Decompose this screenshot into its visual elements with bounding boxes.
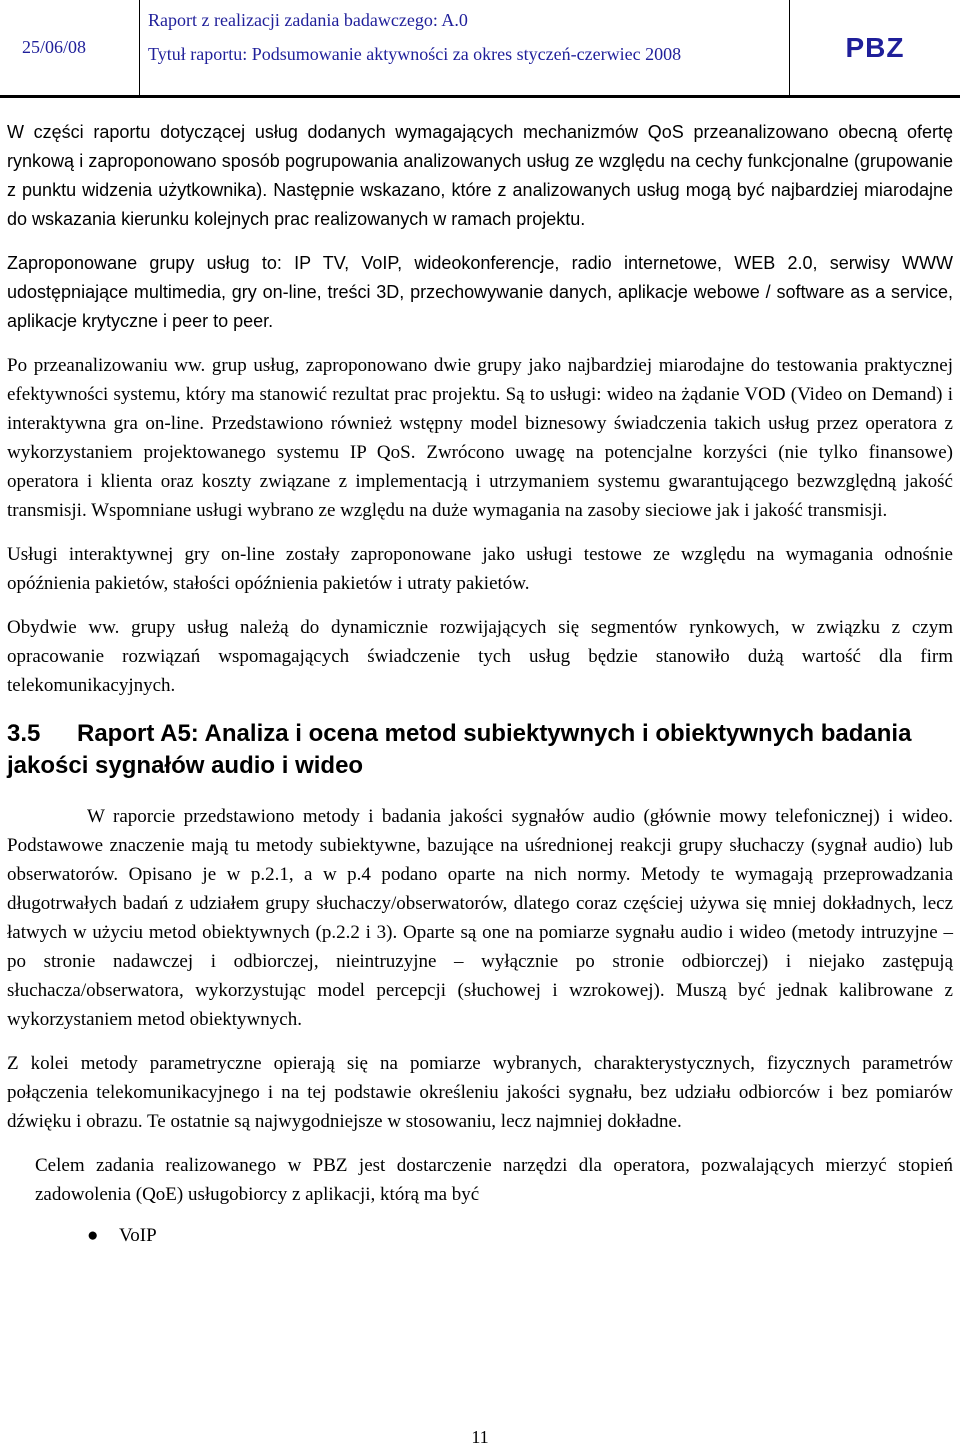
report-subtitle: Tytuł raportu: Podsumowanie aktywności za okres styczeń-czerwiec 2008 — [148, 44, 682, 64]
paragraph-online-games: Usługi interaktywnej gry on-line zostały zaproponowane jako usługi testowe ze względu na wymagania odnośnie opóźnienia pakietów, stałości opóźnienia pakietów i utraty pakietów. — [7, 544, 953, 594]
paragraph-service-groups: Zaproponowane grupy usług to: IP TV, VoIP, wideokonferencje, radio internetowe, WEB 2.0, serwisy WWW udostępniające multimedia, gry on-line, treści 3D, przechowywanie danych, aplikacje webowe / software as a service, aplikacje krytyczne i peer to peer. — [7, 253, 953, 331]
header-date: 25/06/08 — [0, 0, 140, 98]
list-item — [7, 1221, 953, 1250]
report-title: Raport z realizacji zadania badawczego: A.0 — [148, 10, 468, 30]
page-header — [0, 0, 960, 98]
pbz-logo: PBZ — [790, 0, 960, 98]
bullet-list — [7, 1221, 953, 1250]
paragraph-qos-analysis: W części raportu dotyczącej usług dodanych wymagających mechanizmów QoS przeanalizowano obecną ofertę rynkową i zaproponowano sposób pogrupowania analizowanych usług ze względu na cechy funkcjonalne (grupowanie z punktu widzenia użytkownika). Następnie wskazano, które z analizowanych usług mogą być najbardziej miarodajne do wskazania kierunku kolejnych prac realizowanych w ramach projektu. — [7, 122, 953, 229]
header-titles — [140, 0, 790, 98]
list-item-label: VoIP — [119, 1225, 157, 1246]
section-number: 3.5 — [7, 720, 41, 747]
paragraph-goal: Celem zadania realizowanego w PBZ jest dostarczenie narzędzi dla operatora, pozwalających mierzyć stopień zadowolenia (QoE) usługobiorcy z aplikacji, którą ma być — [35, 1155, 953, 1205]
section-heading — [7, 718, 953, 782]
paragraph-market-segments: Obydwie ww. grupy usług należą do dynamicznie rozwijających się segmentów rynkowych, w związku z czym opracowanie rozwiązań wspomagających świadczenie tych usług będzie stanowiło dużą wartość dla firm telekomunikacyjnych. — [7, 617, 953, 696]
paragraph-parametric: Z kolei metody parametryczne opierają się na pomiarze wybranych, charakterystycznych, fizycznych parametrów połączenia telekomunikacyjnego i na tej podstawie określeniu jakości sygnału, bez udziału odbiorców i bez pomiarów dźwięku i obrazu. Te ostatnie są najwygodniejsze w stosowaniu, lecz najmniej dokładne. — [7, 1053, 953, 1132]
document-body — [7, 118, 953, 1250]
paragraph-selected-services: Po przeanalizowaniu ww. grup usług, zaproponowano dwie grupy jako najbardziej miarodajne do testowania praktycznej efektywności systemu, który ma stanowić rezultat prac projektu. Są to usługi: wideo na żądanie VOD (Video on Demand) i interaktywna gra on-line. Przedstawiono również wstępny model biznesowy świadczenia takich usług przez operatora z wykorzystaniem projektowanego systemu IP QoS. Zwrócono uwagę na potencjalne korzyści (nie tylko finansowe) operatora i klienta oraz koszty związane z implementacją i utrzymaniem systemu gwarantującego bezwzględną jakość transmisji. Wspomniane usługi wybrano ze względu na duże wymagania na zasoby sieciowe jak i jakość transmisji. — [7, 355, 953, 521]
paragraph-methods: W raporcie przedstawiono metody i badania jakości sygnałów audio (głównie mowy telefonicznej) i wideo. Podstawowe znaczenie mają tu metody subiektywne, bazujące na uśrednionej reakcji grupy słuchaczy (sygnał audio) lub obserwatorów. Opisano je w p.2.1, a w p.4 podano oparte na nich normy. Metody te wymagają przeprowadzania długotrwałych badań z udziałem grupy słuchaczy/obserwatorów, dlatego coraz częściej używa się mniej dokładnych, lecz łatwych w użyciu metod obiektywnych (p.2.2 i 3). Oparte są one na pomiarze sygnału audio i wideo (metody intruzyjne – po stronie nadawczej i odbiorczej, nieintruzyjne – wyłącznie po stronie odbiorczej) i niejako zastępują słuchacza/obserwatora, wykorzystując model percepcji (słuchowej i wzrokowej). Muszą być jednak kalibrowane z wykorzystaniem metod obiektywnych. — [7, 806, 953, 1030]
page-number: 11 — [471, 1427, 489, 1447]
bullet-icon: ● — [87, 1225, 99, 1246]
section-title: Raport A5: Analiza i ocena metod subiektywnych i obiektywnych badania jakości sygnałów audio i wideo — [7, 720, 912, 779]
